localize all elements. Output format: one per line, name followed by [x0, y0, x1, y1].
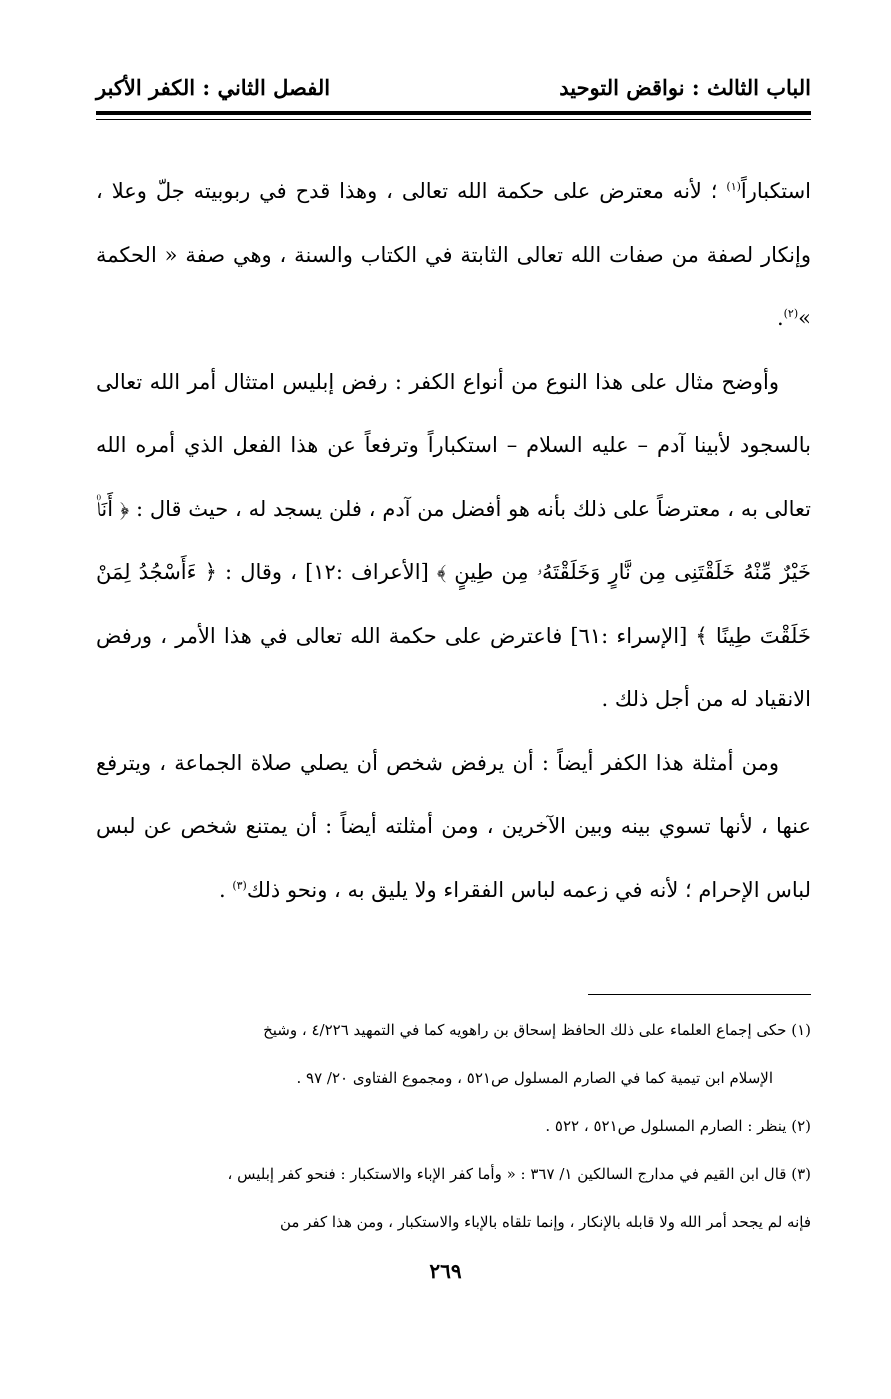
footnote-separator: [588, 994, 811, 995]
header-rule-thin: [96, 119, 811, 120]
paragraph-1-text-a: استكباراً: [740, 179, 811, 203]
paragraph-3-text-a: ومن أمثلة هذا الكفر أيضاً : أن يرفض شخص أن يصلي صلاة الجماعة ، ويترفع عنها ، لأنها تسوي بينه وبين الآخرين ، ومن أمثلته أيضاً : أن يمتنع شخص عن لبس لباس الإحرام ؛ لأنه في زعمه لباس الفقراء ولا يليق به ، ونحو ذلك: [96, 750, 811, 902]
footnote-1-line-2: الإسلام ابن تيمية كما في الصارم المسلول ص٥٢١ ، ومجموع الفتاوى ٢٠/ ٩٧ .: [296, 1069, 773, 1087]
footnote-2: (٢) ينظر : الصارم المسلول ص٥٢١ ، ٥٢٢ .: [545, 1117, 811, 1135]
chapter-title: الباب الثالث : نواقض التوحيد: [559, 75, 811, 100]
footnote-ref-2: (٢): [783, 307, 799, 320]
paragraph-3: [96, 732, 811, 923]
paragraph-1-text-c: .: [776, 306, 784, 330]
footnote-ref-1: (١): [726, 180, 741, 193]
page-number: ٢٦٩: [429, 1259, 462, 1283]
main-text: [96, 160, 811, 922]
header-rule-thick: [96, 111, 811, 115]
footnote-ref-3: (٣): [232, 878, 247, 892]
footnote-3-line-2: فإنه لم يجحد أمر الله ولا قابله بالإنكار ، وإنما تلقاه بالإباء والاستكبار ، ومن هذا كفر من: [279, 1213, 811, 1231]
running-header: [96, 70, 811, 106]
section-title: الفصل الثاني : الكفر الأكبر: [96, 75, 331, 100]
paragraph-3-text-b: .: [218, 877, 233, 902]
paragraph-1-text-b: ؛ لأنه معترض على حكمة الله تعالى ، وهذا قدح في ربوبيته جلّ وعلا ، وإنكار لصفة من صفات الله تعالى الثابتة في الكتاب والسنة ، وهي صفة « الحكمة »: [96, 179, 811, 330]
paragraph-1: [96, 160, 811, 351]
footnote-1-line-1: (١) حكى إجماع العلماء على ذلك الحافظ إسحاق بن راهويه كما في التمهيد ٤/٢٢٦ ، وشيخ: [263, 1021, 811, 1039]
footnotes: [96, 1006, 811, 1246]
footnote-3-line-1: (٣) قال ابن القيم في مدارج السالكين ١/ ٣٦٧ : « وأما كفر الإباء والاستكبار : فنحو كفر إبليس ،: [227, 1165, 811, 1183]
paragraph-2: وأوضح مثال على هذا النوع من أنواع الكفر : رفض إبليس امتثال أمر الله تعالى بالسجود لأبينا آدم – عليه السلام – استكباراً وترفعاً عن هذا الفعل الذي أمره الله تعالى به ، معترضاً على ذلك بأنه هو أفضل من آدم ، فلن يسجد له ، حيث قال : ﴿ أَنَا۠ خَيْرٌ مِّنْهُ خَلَقْتَنِى مِن نَّارٍ وَخَلَقْتَهُۥ مِن طِينٍ ﴾ [الأعراف :١٢] ، وقال : ﴿ ءَأَسْجُدُ لِمَنْ خَلَقْتَ طِينًا ﴾ [الإسراء :٦١] فاعترض على حكمة الله تعالى في هذا الأمر ، ورفض الانقياد له من أجل ذلك .: [96, 369, 811, 711]
